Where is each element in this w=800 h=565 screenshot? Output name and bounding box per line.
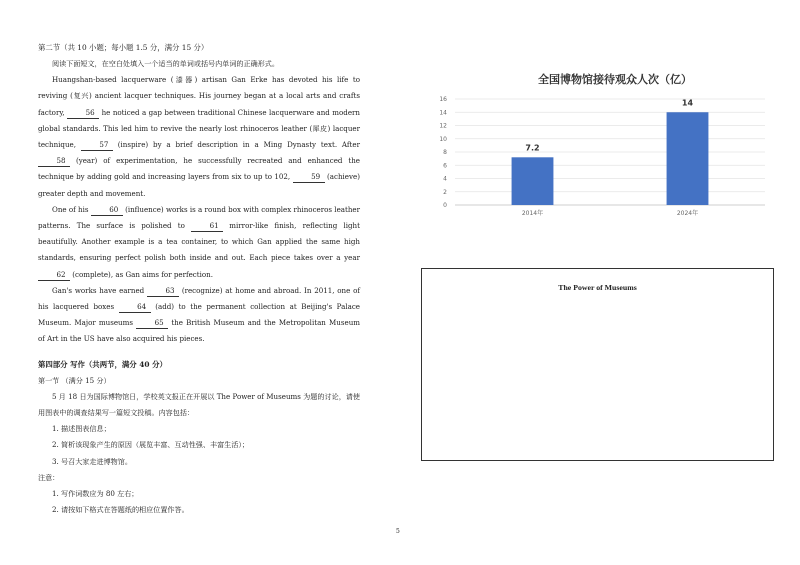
bar: [667, 112, 709, 205]
passage-text: (inspire) by a brief description in a Ming Dynasty text. After: [117, 140, 360, 150]
passage-text: (influence) works is a round box with complex rhinoceros leather patterns. The surface is polished to: [38, 204, 361, 231]
y-tick-label: 16: [439, 96, 447, 104]
y-tick-label: 4: [443, 175, 447, 183]
passage-text: mirror-like finish, reflecting light beautifully. Another example is a tea container, to which Gan applied the same high standards, ensuring perfect polish both inside and out. Each piece takes over a year: [38, 221, 360, 263]
blank-57[interactable]: 57: [81, 140, 113, 151]
passage-text: (complete), as Gan aims for perfection.: [72, 269, 213, 279]
y-tick-label: 2: [443, 188, 447, 196]
blank-59[interactable]: 59: [293, 172, 325, 183]
passage-text: (add) to the permanent collection at Beijing's Palace Museum. Major museums: [38, 302, 360, 328]
y-tick-label: 12: [439, 122, 447, 130]
section2-heading: 第二节（共 10 小题；每小题 1.5 分，满分 15 分）: [38, 43, 209, 52]
blank-56[interactable]: 56: [67, 108, 99, 119]
blank-60[interactable]: 60: [91, 205, 123, 216]
passage-text: he noticed a gap between traditional Chinese lacquerware and modern global standards. This led him to revive the nearly lost rhinoceros leather (犀皮) lacquer technique,: [38, 107, 361, 150]
writing-item-1: 1. 描述图表信息；: [52, 424, 111, 434]
page-number: 5: [396, 528, 400, 535]
blank-58[interactable]: 58: [38, 156, 70, 167]
y-tick-label: 10: [439, 135, 447, 143]
passage-text: (achieve) greater depth and movement.: [38, 172, 360, 198]
passage-text: One of his: [52, 204, 89, 214]
bar-data-label: 7.2: [525, 143, 540, 153]
blank-65[interactable]: 65: [136, 318, 168, 329]
y-tick-label: 14: [439, 109, 447, 117]
passage-text: Gan's works have earned: [52, 285, 145, 295]
note-2: 2. 请按如下格式在答题纸的相应位置作答。: [52, 505, 189, 515]
passage-paragraph-2: [38, 202, 360, 283]
writing-item-2: 2. 简析该现象产生的原因（展览丰富、互动性强、丰富生活）；: [52, 440, 250, 450]
essay-answer-box[interactable]: [421, 268, 774, 461]
x-category-label: 2024年: [676, 210, 699, 217]
passage-paragraph-3: [38, 283, 360, 348]
blank-61[interactable]: 61: [191, 221, 223, 232]
blank-64[interactable]: 64: [119, 302, 151, 313]
blank-62[interactable]: 62: [38, 270, 70, 281]
y-tick-label: 8: [443, 149, 447, 157]
y-tick-label: 0: [443, 202, 447, 210]
writing-item-3: 3. 号召大家走进博物馆。: [52, 456, 132, 466]
section2-instruction: 阅读下面短文，在空白处填入一个适当的单词或括号内单词的正确形式。: [52, 59, 279, 68]
chart-bars: [512, 98, 709, 217]
passage-text: the British Museum and the Metropolitan Museum of Art in the US have also acquired his pieces.: [38, 318, 360, 344]
x-category-label: 2014年: [521, 210, 544, 217]
y-tick-label: 6: [443, 162, 447, 170]
left-column: [38, 40, 360, 518]
notes-label: 注意：: [38, 472, 60, 482]
passage-text: Huangshan-based lacquerware (漆器) artisan Gan Erke has devoted his life to reviving (复兴) ancient lacquer techniques. His journey began at a local arts and crafts factory,: [38, 75, 360, 117]
passage-paragraph-1: [38, 72, 360, 202]
passage-text: (recognize) at home and abroad. In 2011, one of his lacquered boxes: [38, 285, 361, 312]
part4-sub-heading: 第一节 （满分 15 分）: [38, 375, 111, 385]
bar: [512, 157, 554, 205]
chart-title: 全国博物馆接待观众人次（亿）: [538, 73, 692, 86]
blank-63[interactable]: 63: [147, 286, 179, 297]
writing-prompt: 5 月 18 日为国际博物馆日，学校英文报正在开展以 The Power of Museums 为题的讨论，请使用图表中的调查结果写一篇短文投稿。内容包括：: [38, 391, 360, 418]
part4-heading: 第四部分 写作（共两节，满分 40 分）: [38, 359, 167, 369]
bar-data-label: 14: [681, 98, 694, 108]
passage-text: (year) of experimentation, he successfully recreated and enhanced the technique by adding gold and increasing layers from six to up to 102,: [38, 156, 360, 182]
note-1: 1. 写作词数应为 80 左右；: [52, 489, 139, 499]
chart-grid: [439, 96, 765, 209]
visitor-bar-chart: [425, 65, 775, 230]
essay-title: The Power of Museums: [558, 283, 637, 292]
